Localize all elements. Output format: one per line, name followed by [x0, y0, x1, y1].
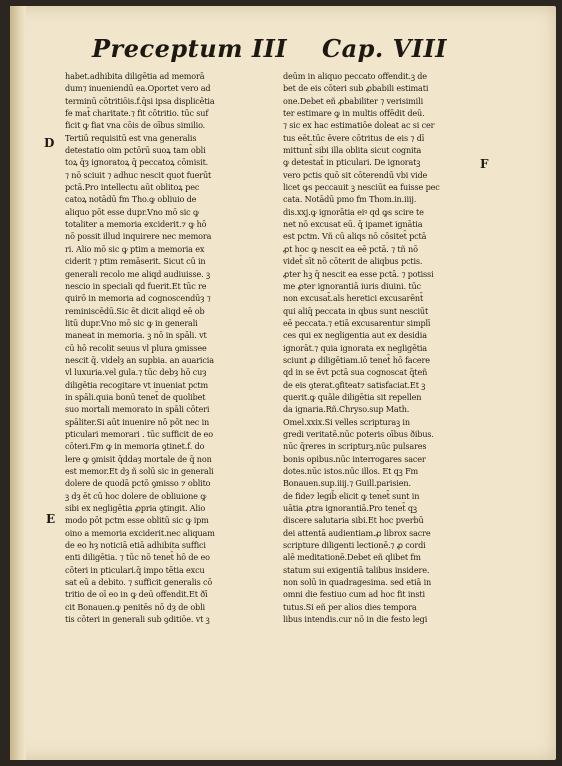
- text-line: uātia ꝓtra ignorantiā.Pro tenet̄ qꝫ: [283, 503, 417, 514]
- text-line: bonis opibus.nūc interrogares sacer: [283, 453, 426, 464]
- text-line: ⁊ sic ex hac estimatiōe doleat ac si cer: [283, 120, 435, 131]
- text-line: Tertiū requisitū est vna generalis: [65, 132, 197, 143]
- text-line: cōteri.Fm ꝙ in memoria ꝯtinet.f. do: [65, 441, 205, 452]
- running-header: [92, 34, 492, 64]
- text-line: ciderit ⁊ ptim remāserit. Sicut cū in: [65, 256, 206, 267]
- text-line: me ꝓter ignorantiā iuris diuini. tūc: [283, 280, 421, 291]
- text-line: ⁊ nō sciuit ⁊ adhuc nescit quot fuerūt: [65, 169, 212, 180]
- text-line: fe mat̄ charitate.⁊ fit cōtritio. tūc suf: [65, 108, 209, 119]
- text-line: reminiscēdū.Sic ēt dicit aliqd eē ob: [65, 305, 205, 316]
- text-line: dum⁊ inueniendū ea.Oportet vero ad: [65, 83, 211, 94]
- text-line: tritio de oī eo in ꝙ deū offendit.Et ðī: [65, 589, 208, 600]
- text-line: generali recolo me aliqd audiuisse. ꝫ: [65, 268, 210, 279]
- text-line: oino a memoria exciderit.nec aliquam: [65, 527, 215, 538]
- text-line: nescit q̄. videlȝ an supbia. an auaricia: [65, 354, 214, 365]
- text-line: catoꝝ notādū fm Tho.ꝙ obliuio de: [65, 194, 197, 205]
- text-line: de eo hȝ noticiā etiā adhibita suffici: [65, 540, 206, 551]
- text-line: detestatio oim pctōrū suoꝝ tam obli: [65, 145, 206, 156]
- text-line: one.Debet eñ ꝓbabiliter ⁊ verisimili: [283, 95, 424, 106]
- text-line: discere salutaria sibi.Et hoc pverbū: [283, 515, 424, 526]
- text-line: habet.adhibita diligētia ad memorā: [65, 71, 205, 81]
- text-line: ter estimare ꝙ in multis offēdit deū.: [283, 108, 425, 119]
- text-line: tutus.Si eñ per alios dies tempora: [283, 601, 417, 612]
- text-line: enti diligētia. ⁊ tūc nō tenet̄ hō de eo: [65, 552, 210, 563]
- text-line: Bonauen.sup.iiij.⁊ Guill.parisien.: [283, 478, 411, 489]
- header-right-chapter: Cap. VIII: [322, 34, 447, 63]
- text-line: cū hō recolit seuus vl plura ꝯmissee: [65, 342, 207, 353]
- text-line: mittunt̄ sibi illa oblita sicut cognita: [283, 145, 422, 156]
- text-line: nō possit illud inquirere nec memora: [65, 231, 212, 242]
- right-text-column: [283, 70, 488, 625]
- book-page: [10, 6, 556, 760]
- text-line: non excusat̄.als heretici excusarēnt̄: [283, 293, 424, 304]
- text-line: nescio in speciali qd fuerit.Et tūc re: [65, 280, 207, 291]
- header-left-title: Preceptum III: [92, 34, 288, 63]
- text-line: ꝫ dȝ ēt cū hoc dolere de obliuione ꝙ: [65, 490, 207, 501]
- text-line: Omel.xxix.Si velles scripturaꝫ in: [283, 416, 410, 427]
- text-line: dotes.nūc istos.nūc illos. Et qꝫ Fm: [283, 466, 419, 476]
- text-line: bet de eis cōteri sub ꝓbabili estimati: [283, 83, 429, 94]
- text-line: querit.ꝙ quāle diligētia sit repellen: [283, 391, 422, 402]
- left-text-column: [65, 70, 270, 625]
- text-line: qd in se ēvt pctā sua cognoscat q̄teñ: [283, 367, 428, 378]
- margin-letter-e: E: [46, 512, 56, 526]
- text-line: quirō in memoria ad cognoscendūȝ ⁊: [65, 293, 211, 304]
- text-line: statum sui exigentiā talibus insidere.: [283, 564, 430, 575]
- text-line: terminū cōtritiōis.f.q̄si ipsa displicētia: [65, 95, 215, 106]
- text-line: totaliter a memoria exciderit.⁊ ꝙ hō: [65, 219, 207, 230]
- text-line: omni die festiuo cum ad hoc fit insti: [283, 589, 425, 600]
- text-line: ri. Alio mō sic ꝙ ptim a memoria ex: [65, 243, 205, 254]
- text-line: alē meditationē.Debet eñ qlibet fm: [283, 552, 421, 563]
- text-line: de eis ꝯterat.ꝯfiteat⁊ satisfaciat.Et ꝫ: [283, 379, 426, 390]
- text-line: deūm in aliquo peccato offendit.ꝫ de: [283, 71, 427, 81]
- text-line: nūc q̄reres in scripturꝫ.nūc pulsares: [283, 441, 427, 452]
- text-line: tis cōteri in generali sub ꝯditiōe. vt ꝫ: [65, 614, 210, 625]
- text-line: suo mortali memorato in spāli cōteri: [65, 404, 210, 415]
- text-line: qui aliq̄ peccata in qbus sunt nesciūt: [283, 305, 429, 316]
- text-line: est pctm. Vñ cū aliqs nō cōsitet̄ pctā: [283, 231, 427, 242]
- text-line: libus intendis.cur nō in die festo legi: [283, 614, 428, 625]
- text-line: diligētia recogitare vt inueniat pctm: [65, 379, 209, 390]
- text-line: dolere de quodā pctō ꝯmisso ⁊ oblito: [65, 478, 211, 489]
- text-line: spāliter.Si aūt inuenire nō pōt nec in: [65, 416, 210, 427]
- text-line: sibi ex negligētia ꝓpria ꝯtingit. Alio: [65, 503, 206, 514]
- text-line: dei attentā audientiam.ꝓ librox sacre: [283, 527, 431, 538]
- text-line: ꝙ detestat̄ in pticulari. De ignoratꝫ: [283, 157, 421, 168]
- text-line: est memor.Et dȝ ñ solū sic in generali: [65, 466, 214, 476]
- text-line: cata. Notādū pmo fm Thom.in.iiij.: [283, 194, 417, 205]
- margin-letter-f: F: [480, 157, 489, 171]
- text-line: scripture diligenti lectionē.⁊ ꝓ cordi: [283, 540, 426, 551]
- text-line: litū dupr.Vno mō sic ꝙ in generali: [65, 317, 198, 328]
- text-line: ignorāt.⁊ quia ignorata ex negligētia: [283, 342, 427, 353]
- text-line: eē peccata.⁊ etiā excusarentur simplī: [283, 317, 431, 328]
- text-line: sciunt ꝓ diligētiam.iō tenet̄ hō facere: [283, 354, 430, 365]
- text-line: ꝓt hoc ꝙ nescit ea eē pctā. ⁊ tñ nō: [283, 243, 418, 254]
- text-line: videt̄ sīt nō cōterit de aliqbus pctis.: [283, 256, 423, 267]
- text-line: ficit ꝙ fiat vna cōis de oībus similio.: [65, 120, 206, 131]
- text-line: ces qui ex negligentia aut ex desidia: [283, 330, 427, 341]
- text-line: da ignaria.Rñ.Chryso.sup Math.: [283, 404, 410, 415]
- text-line: gredi veritatē.nūc poteris oībus ðibus.: [283, 428, 434, 439]
- text-line: tus eēt.tūc ēvere cōtritus de eis ⁊ dī: [283, 132, 425, 143]
- text-line: vl luxuria.vel gula.⁊ tūc debȝ hō cuȝ: [65, 367, 207, 378]
- text-line: lere ꝙ ꝯmisit q̄ddaȝ mortale de q̄ non: [65, 453, 212, 464]
- text-line: toꝝ q̄ȝ ignoratoꝝ q̄ peccatoꝝ cōmisit.: [65, 157, 209, 168]
- text-line: net nō excusat eū. q̄ ipamet ignātia: [283, 219, 423, 230]
- text-line: licet ꝙs peccauit ꝫ nesciūt ea fuisse pec: [283, 182, 440, 193]
- text-line: pticulari memorari . tūc sufficit de eo: [65, 428, 213, 439]
- text-line: cōteri in pticulari.q̄ impo tētia excu: [65, 564, 205, 575]
- margin-letter-d: D: [44, 136, 55, 150]
- text-line: cit Bonauen.ꝙ penitēs nō dȝ de obli: [65, 601, 205, 612]
- text-line: dis.xxj.ꝙ ignorātia eiꝰ qd ꝙs scire te: [283, 206, 424, 217]
- text-line: pctā.Pro intellectu aūt oblitoꝝ pec: [65, 182, 200, 193]
- text-line: vero pctis quō sit cōterendū vbi vide: [283, 169, 428, 180]
- text-line: modo pōt pctm esse oblitū sic ꝙ ipm: [65, 515, 209, 526]
- text-line: non solū in quadragesima. sed etiā in: [283, 577, 432, 588]
- page-gutter: [10, 6, 26, 760]
- text-line: in spāli.quia bonū tenet̄ de quolibet: [65, 391, 206, 402]
- text-line: de fide⁊ legib̄ elicit ꝙ tenet̄ sunt in: [283, 490, 420, 501]
- text-line: maneat in memoria. ꝫ nō in spāli. vt: [65, 330, 207, 341]
- text-line: sat eū a debito. ⁊ sufficit generalis cō: [65, 577, 213, 588]
- text-line: ꝓter hꝫ q̄ nescit ea esse pctā. ⁊ potissi: [283, 268, 434, 279]
- text-line: aliquo pōt esse dupr.Vno mō sic ꝙ: [65, 206, 199, 217]
